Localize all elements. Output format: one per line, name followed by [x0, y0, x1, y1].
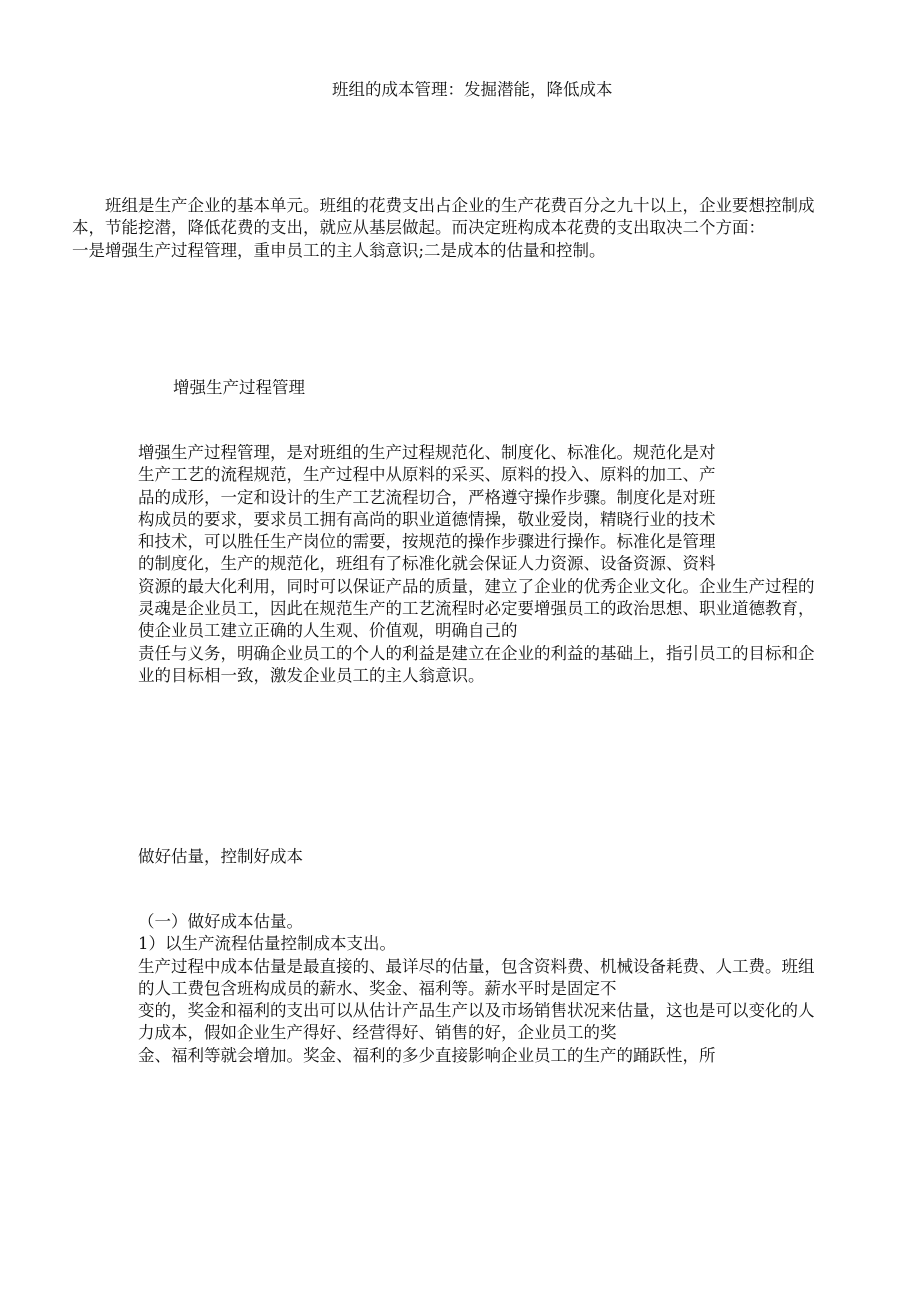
text-line: 责任与义务，明确企业员工的个人的利益是建立在企业的利益的基础上，指引员工的目标和企: [138, 643, 815, 663]
text-line: 增强生产过程管理，是对班组的生产过程规范化、制度化、标准化。规范化是对: [138, 443, 716, 462]
section2-paragraph: [138, 911, 815, 1067]
intro-paragraph: [72, 195, 815, 262]
text-line: 品的成形，一定和设计的生产工艺流程切合，严格遵守操作步骤。制度化是对班: [138, 487, 716, 507]
text-line: 1）以生产流程估量控制成本支出。: [138, 934, 396, 954]
text-line: 和技术，可以胜任生产岗位的需要，按规范的操作步骤进行操作。标准化是管理: [138, 532, 716, 552]
section1-paragraph: [138, 442, 815, 687]
section-heading: 增强生产过程管理: [173, 378, 305, 397]
text-line: 的制度化，生产的规范化，班组有了标准化就会保证人力资源、设备资源、资料: [138, 554, 716, 574]
text-line: 本，节能挖潜，降低花费的支出，就应从基层做起。而决定班构成本花费的支出取决二个方面：: [72, 218, 765, 238]
text-line: 业的目标相一致，激发企业员工的主人翁意识。: [138, 665, 485, 685]
text-line: 一是增强生产过程管理，重申员工的主人翁意识;二是成本的估量和控制。: [72, 240, 606, 260]
text-line: 使企业员工建立正确的人生观、价值观，明确自己的: [138, 621, 518, 641]
section-heading: 做好估量，控制好成本: [138, 847, 303, 866]
text-line: 灵魂是企业员工，因此在规范生产的工艺流程时必定要增强员工的政治思想、职业道德教育，: [138, 599, 815, 619]
text-line: 生产过程中成本估量是最直接的、最详尽的估量，包含资料费、机械设备耗费、人工费。班组: [138, 956, 815, 976]
text-line: 力成本，假如企业生产得好、经营得好、销售的好，企业员工的奖: [138, 1023, 617, 1043]
document-title: 班组的成本管理：发掘潜能，降低成本: [332, 80, 613, 99]
text-line: 资源的最大化利用，同时可以保证产品的质量，建立了企业的优秀企业文化。企业生产过程的: [138, 576, 815, 596]
text-line: （一）做好成本估量。: [138, 912, 303, 931]
text-line: 构成员的要求，要求员工拥有高尚的职业道德情操，敬业爱岗，精晓行业的技术: [138, 509, 716, 529]
text-line: 金、福利等就会增加。奖金、福利的多少直接影响企业员工的生产的踊跃性，所: [138, 1045, 716, 1065]
text-line: 变的，奖金和福利的支出可以从估计产品生产以及市场销售状况来估量，这也是可以变化的人: [138, 1001, 815, 1021]
text-line: 生产工艺的流程规范，生产过程中从原料的采买、原料的投入、原料的加工、产: [138, 465, 716, 485]
text-line: 班组是生产企业的基本单元。班组的花费支出占企业的生产花费百分之九十以上，企业要想控制成: [105, 196, 815, 215]
text-line: 的人工费包含班构成员的薪水、奖金、福利等。薪水平时是固定不: [138, 978, 617, 998]
